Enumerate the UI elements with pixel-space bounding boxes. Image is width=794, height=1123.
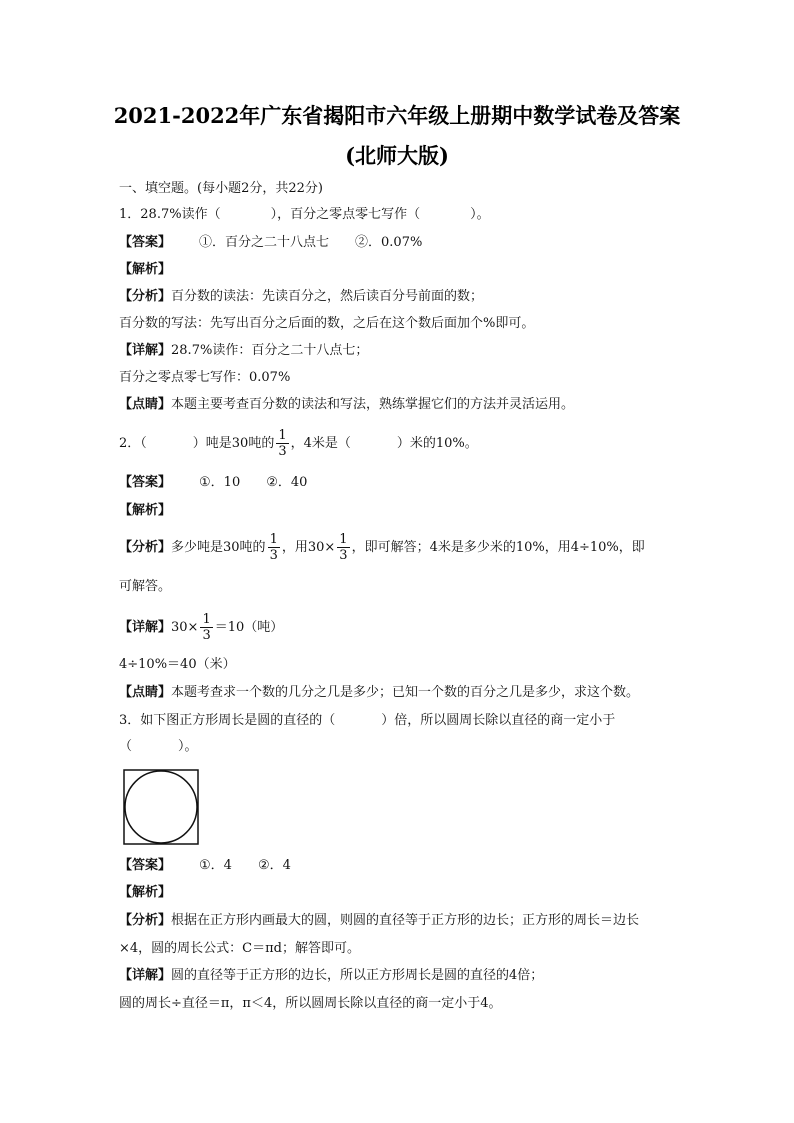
circle-shape: [125, 771, 197, 843]
q1-fenxi: 【分析】百分数的读法：先读百分之，然后读百分号前面的数；: [119, 289, 484, 304]
q3-answer: 【答案】 ①．4 ②．4: [119, 858, 291, 873]
q3-analysis-tag: 【解析】: [119, 885, 172, 900]
q2-fenxi-fraction-1: $\frac{1}{3}$: [269, 532, 278, 563]
q1-comment: 【点睛】本题主要考查百分数的读法和写法，熟练掌握它们的方法并灵活运用。: [119, 397, 575, 412]
document-subtitle: (北师大版): [345, 143, 449, 168]
q3-question: 3．如下图正方形周长是圆的直径的（ ）倍，所以圆周长除以直径的商一定小于: [119, 713, 616, 728]
q3-fenxi-line2: ×4，圆的周长公式：C＝πd；解答即可。: [119, 941, 360, 956]
q3-detail-line2: 圆的周长÷直径＝π，π＜4，所以圆周长除以直径的商一定小于4。: [119, 996, 502, 1011]
q2-fenxi: 【分析】多少吨是30吨的 $\frac{1}{3}$ ，用30× $\frac{1}{3}$ ，即可解答；4米是多少米的10%，用4÷10%，即: [119, 532, 645, 563]
q3-fenxi: 【分析】根据在正方形内画最大的圆，则圆的直径等于正方形的边长；正方形的周长＝边长: [119, 913, 640, 928]
q2-analysis-tag: 【解析】: [119, 503, 172, 518]
q3-question-line2: （ ）。: [119, 739, 198, 754]
square-with-inscribed-circle-figure: [123, 769, 199, 845]
q3-detail: 【详解】圆的直径等于正方形的边长，所以正方形周长是圆的直径的4倍；: [119, 968, 544, 983]
q1-question: 1．28.7%读作（ ），百分之零点零七写作（ ）。: [119, 207, 490, 222]
document-title: 2021-2022年广东省揭阳市六年级上册期中数学试卷及答案: [113, 103, 681, 128]
section-heading: 一、填空题。(每小题2分，共22分): [119, 181, 323, 196]
q2-fenxi-line2: 可解答。: [119, 579, 172, 594]
q2-detail: 【详解】30× $\frac{1}{3}$ ＝10（吨）: [119, 612, 284, 643]
q1-detail: 【详解】28.7%读作：百分之二十八点七；: [119, 343, 369, 358]
q2-fraction: $\frac{1}{3}$: [278, 428, 287, 459]
q2-detail-fraction: $\frac{1}{3}$: [202, 612, 211, 643]
q2-comment: 【点睛】本题考查求一个数的几分之几是多少；已知一个数的百分之几是多少，求这个数。: [119, 685, 640, 700]
q1-fenxi-line2: 百分数的写法：先写出百分之后面的数，之后在这个数后面加个%即可。: [119, 316, 535, 331]
q2-question: 2．（ ）吨是30吨的 $\frac{1}{3}$ ，4米是（ ）米的10%。: [119, 428, 478, 459]
q2-detail-line2: 4÷10%＝40（米）: [119, 657, 236, 672]
q1-analysis-tag: 【解析】: [119, 262, 172, 277]
q1-detail-line2: 百分之零点零七写作：0.07%: [119, 370, 291, 385]
q2-fenxi-fraction-2: $\frac{1}{3}$: [339, 532, 348, 563]
q1-answer: 【答案】 ①．百分之二十八点七 ②．0.07%: [119, 235, 423, 250]
q2-answer: 【答案】 ①．10 ②．40: [119, 475, 308, 490]
